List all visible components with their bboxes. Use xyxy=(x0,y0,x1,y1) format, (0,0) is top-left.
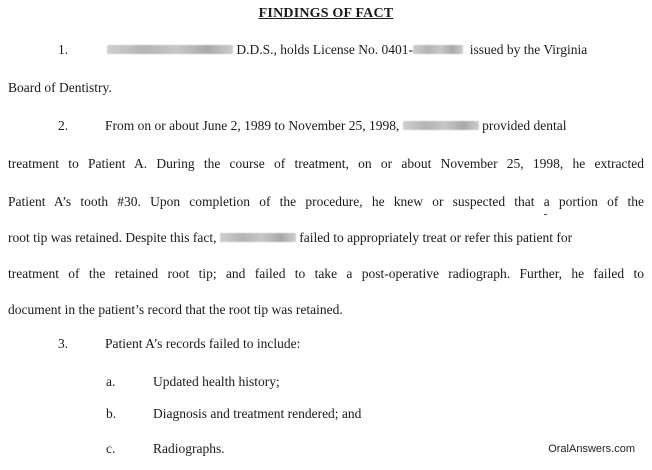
license-text: D.D.S., holds License No. 0401- xyxy=(236,42,413,57)
paragraph-2-line-1 xyxy=(105,118,566,134)
list-item-letter: a. xyxy=(106,374,116,389)
list-item-letter: c. xyxy=(106,441,116,456)
redacted-name xyxy=(107,45,233,54)
provided-dental-text: provided dental xyxy=(482,118,567,133)
paragraph-1-line-2: Board of Dentistry. xyxy=(8,80,112,95)
paragraph-2-number: 2. xyxy=(58,118,69,133)
paragraph-3-text: Patient A’s records failed to include: xyxy=(105,336,301,351)
list-item-text: Radiographs. xyxy=(153,441,225,456)
treatment-dates-text: From on or about June 2, 1989 to November 25, 1998, xyxy=(105,118,400,133)
paragraph-2-line-4 xyxy=(8,230,572,246)
redacted-name xyxy=(403,121,479,130)
paragraph-2-line-5: treatment of the retained root tip; and failed to take a post-operative radiograph. Further, he failed to xyxy=(8,266,644,281)
paragraph-1-number: 1. xyxy=(58,42,69,57)
findings-of-fact-heading: FINDINGS OF FACT xyxy=(258,6,394,21)
scan-speck xyxy=(544,214,547,215)
paragraph-2-line-3: Patient A’s tooth #30. Upon completion of the procedure, he knew or suspected that a portion of the xyxy=(8,194,644,209)
redacted-license-number xyxy=(413,45,463,54)
paragraph-1-line-1 xyxy=(107,42,587,58)
paragraph-2-line-6: document in the patient’s record that the root tip was retained. xyxy=(8,302,343,317)
failed-to-treat-text: failed to appropriately treat or refer this patient for xyxy=(299,230,573,245)
list-item-text: Diagnosis and treatment rendered; and xyxy=(153,406,362,421)
paragraph-3-number: 3. xyxy=(58,336,69,351)
list-item-text: Updated health history; xyxy=(153,374,280,389)
paragraph-2-line-2: treatment to Patient A. During the course of treatment, on or about November 25, 1998, he extracted xyxy=(8,156,644,171)
issuing-board-text: issued by the Virginia xyxy=(469,42,588,57)
list-item-letter: b. xyxy=(106,406,117,421)
despite-text: root tip was retained. Despite this fact, xyxy=(8,230,217,245)
watermark: OralAnswers.com xyxy=(545,442,638,456)
redacted-name xyxy=(220,233,296,242)
